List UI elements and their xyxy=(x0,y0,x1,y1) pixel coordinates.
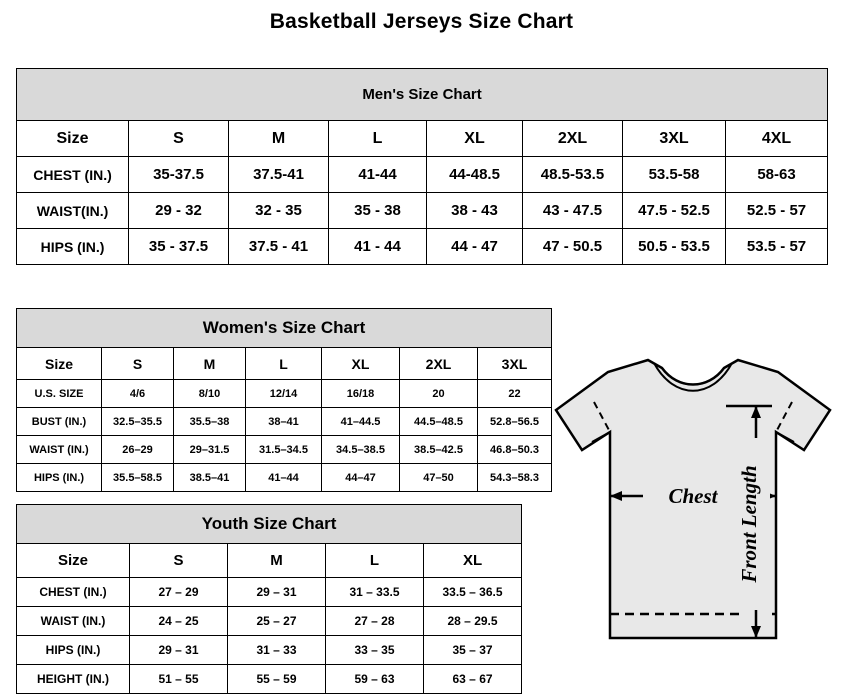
youth-hips-l: 33 – 35 xyxy=(326,636,424,665)
mens-header-l: L xyxy=(329,121,427,157)
mens-hips-4xl: 53.5 - 57 xyxy=(726,229,828,265)
youth-waist-l: 27 – 28 xyxy=(326,607,424,636)
womens-bust-s: 32.5–35.5 xyxy=(102,408,174,436)
womens-header-m: M xyxy=(174,348,246,380)
mens-waist-s: 29 - 32 xyxy=(129,193,229,229)
mens-waist-3xl: 47.5 - 52.5 xyxy=(623,193,726,229)
mens-row-label-hips: HIPS (IN.) xyxy=(17,229,129,265)
womens-hips-l: 41–44 xyxy=(246,464,322,492)
mens-chart-title-row xyxy=(17,69,828,121)
womens-header-size: Size xyxy=(17,348,102,380)
mens-chest-s: 35-37.5 xyxy=(129,157,229,193)
womens-size-chart-table xyxy=(16,308,552,492)
womens-bust-2xl: 44.5–48.5 xyxy=(400,408,478,436)
mens-chest-xl: 44-48.5 xyxy=(427,157,523,193)
womens-header-row xyxy=(17,348,552,380)
table-row xyxy=(17,229,828,265)
youth-hips-xl: 35 – 37 xyxy=(424,636,522,665)
youth-chest-l: 31 – 33.5 xyxy=(326,578,424,607)
table-row xyxy=(17,665,522,694)
mens-waist-m: 32 - 35 xyxy=(229,193,329,229)
womens-waist-l: 31.5–34.5 xyxy=(246,436,322,464)
womens-ussize-s: 4/6 xyxy=(102,380,174,408)
youth-chest-s: 27 – 29 xyxy=(130,578,228,607)
youth-header-l: L xyxy=(326,544,424,578)
jersey-measurement-diagram xyxy=(548,346,838,676)
mens-chest-m: 37.5-41 xyxy=(229,157,329,193)
youth-height-xl: 63 – 67 xyxy=(424,665,522,694)
womens-header-l: L xyxy=(246,348,322,380)
womens-hips-s: 35.5–58.5 xyxy=(102,464,174,492)
youth-chest-m: 29 – 31 xyxy=(228,578,326,607)
mens-hips-m: 37.5 - 41 xyxy=(229,229,329,265)
youth-header-m: M xyxy=(228,544,326,578)
youth-header-s: S xyxy=(130,544,228,578)
mens-chest-3xl: 53.5-58 xyxy=(623,157,726,193)
womens-waist-3xl: 46.8–50.3 xyxy=(478,436,552,464)
youth-chart-title-row xyxy=(17,505,522,544)
womens-row-label-bust: BUST (IN.) xyxy=(17,408,102,436)
womens-waist-s: 26–29 xyxy=(102,436,174,464)
womens-waist-xl: 34.5–38.5 xyxy=(322,436,400,464)
womens-bust-xl: 41–44.5 xyxy=(322,408,400,436)
mens-header-row xyxy=(17,121,828,157)
womens-waist-m: 29–31.5 xyxy=(174,436,246,464)
youth-row-label-height: HEIGHT (IN.) xyxy=(17,665,130,694)
mens-chest-l: 41-44 xyxy=(329,157,427,193)
youth-height-m: 55 – 59 xyxy=(228,665,326,694)
youth-chest-xl: 33.5 – 36.5 xyxy=(424,578,522,607)
mens-header-s: S xyxy=(129,121,229,157)
womens-waist-2xl: 38.5–42.5 xyxy=(400,436,478,464)
womens-bust-m: 35.5–38 xyxy=(174,408,246,436)
womens-header-s: S xyxy=(102,348,174,380)
youth-hips-m: 31 – 33 xyxy=(228,636,326,665)
mens-header-xl: XL xyxy=(427,121,523,157)
womens-ussize-3xl: 22 xyxy=(478,380,552,408)
jersey-illustration-svg xyxy=(548,346,838,676)
page-title: Basketball Jerseys Size Chart xyxy=(269,10,574,33)
table-row xyxy=(17,157,828,193)
womens-header-2xl: 2XL xyxy=(400,348,478,380)
mens-waist-2xl: 43 - 47.5 xyxy=(523,193,623,229)
womens-ussize-2xl: 20 xyxy=(400,380,478,408)
mens-header-3xl: 3XL xyxy=(623,121,726,157)
youth-height-s: 51 – 55 xyxy=(130,665,228,694)
mens-hips-3xl: 50.5 - 53.5 xyxy=(623,229,726,265)
womens-header-xl: XL xyxy=(322,348,400,380)
youth-waist-xl: 28 – 29.5 xyxy=(424,607,522,636)
womens-hips-m: 38.5–41 xyxy=(174,464,246,492)
mens-chest-4xl: 58-63 xyxy=(726,157,828,193)
table-row xyxy=(17,578,522,607)
table-row xyxy=(17,436,552,464)
mens-row-label-chest: CHEST (IN.) xyxy=(17,157,129,193)
youth-waist-s: 24 – 25 xyxy=(130,607,228,636)
mens-hips-s: 35 - 37.5 xyxy=(129,229,229,265)
table-row xyxy=(17,193,828,229)
youth-size-chart-table xyxy=(16,504,522,694)
womens-row-label-hips: HIPS (IN.) xyxy=(17,464,102,492)
mens-waist-l: 35 - 38 xyxy=(329,193,427,229)
womens-chart-title: Women's Size Chart xyxy=(17,309,552,348)
womens-header-3xl: 3XL xyxy=(478,348,552,380)
youth-waist-m: 25 – 27 xyxy=(228,607,326,636)
womens-row-label-us-size: U.S. SIZE xyxy=(17,380,102,408)
mens-hips-2xl: 47 - 50.5 xyxy=(523,229,623,265)
mens-header-2xl: 2XL xyxy=(523,121,623,157)
womens-bust-l: 38–41 xyxy=(246,408,322,436)
youth-header-size: Size xyxy=(17,544,130,578)
youth-row-label-waist: WAIST (IN.) xyxy=(17,607,130,636)
mens-row-label-waist: WAIST(IN.) xyxy=(17,193,129,229)
table-row xyxy=(17,408,552,436)
youth-row-label-hips: HIPS (IN.) xyxy=(17,636,130,665)
womens-bust-3xl: 52.8–56.5 xyxy=(478,408,552,436)
mens-header-4xl: 4XL xyxy=(726,121,828,157)
mens-waist-xl: 38 - 43 xyxy=(427,193,523,229)
youth-chart-title: Youth Size Chart xyxy=(17,505,522,544)
front-length-label: Front Length xyxy=(737,465,761,583)
mens-hips-xl: 44 - 47 xyxy=(427,229,523,265)
youth-header-row xyxy=(17,544,522,578)
mens-header-size: Size xyxy=(17,121,129,157)
youth-height-l: 59 – 63 xyxy=(326,665,424,694)
table-row xyxy=(17,636,522,665)
table-row xyxy=(17,607,522,636)
youth-header-xl: XL xyxy=(424,544,522,578)
womens-row-label-waist: WAIST (IN.) xyxy=(17,436,102,464)
womens-hips-3xl: 54.3–58.3 xyxy=(478,464,552,492)
womens-hips-xl: 44–47 xyxy=(322,464,400,492)
womens-ussize-l: 12/14 xyxy=(246,380,322,408)
womens-chart-title-row xyxy=(17,309,552,348)
mens-chest-2xl: 48.5-53.5 xyxy=(523,157,623,193)
youth-hips-s: 29 – 31 xyxy=(130,636,228,665)
womens-ussize-m: 8/10 xyxy=(174,380,246,408)
mens-waist-4xl: 52.5 - 57 xyxy=(726,193,828,229)
table-row xyxy=(17,380,552,408)
mens-chart-title: Men's Size Chart xyxy=(17,69,828,121)
mens-hips-l: 41 - 44 xyxy=(329,229,427,265)
womens-ussize-xl: 16/18 xyxy=(322,380,400,408)
youth-row-label-chest: CHEST (IN.) xyxy=(17,578,130,607)
table-row xyxy=(17,464,552,492)
mens-size-chart-table xyxy=(16,68,828,265)
womens-hips-2xl: 47–50 xyxy=(400,464,478,492)
chest-label: Chest xyxy=(668,484,718,508)
mens-header-m: M xyxy=(229,121,329,157)
